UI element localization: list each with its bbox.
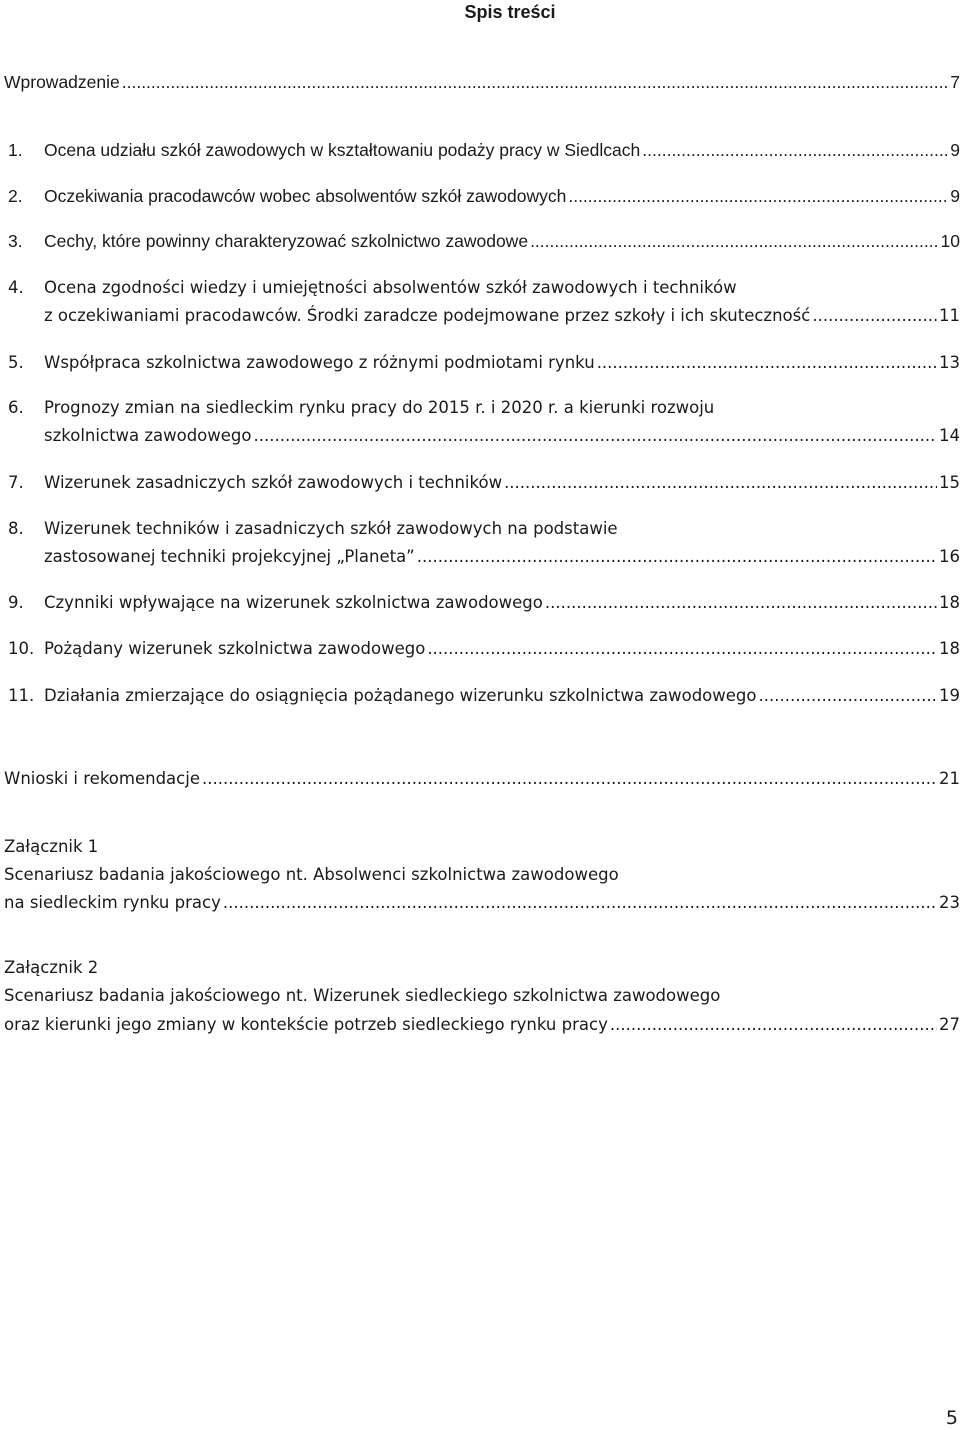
toc-entry-line [0, 349, 960, 377]
toc-entry-text: oraz kierunki jego zmiany w kontekście potrzeb siedleckiego rynku pracy [4, 1015, 608, 1034]
toc-entry-line [0, 515, 960, 543]
toc-entry-text: z oczekiwaniami pracodawców. Środki zaradcze podejmowane przez szkoły i ich skuteczność [44, 306, 811, 325]
toc-entry-page: 13 [937, 349, 960, 377]
toc-entry-text: Wnioski i rekomendacje [4, 769, 200, 788]
dot-leader [642, 136, 948, 164]
toc-entry-line [0, 469, 960, 497]
toc-entry-page: 10 [939, 227, 960, 255]
toc-entry-line [0, 68, 960, 96]
dot-leader [253, 422, 937, 450]
toc-entry-text: Załącznik 1 [4, 837, 99, 856]
toc-entry-line [0, 182, 960, 210]
toc-entry-page: 7 [948, 68, 960, 96]
toc-entry-text: Załącznik 2 [4, 958, 99, 977]
toc-entry-number: 6. [8, 398, 24, 417]
toc-entry-number: 2. [8, 186, 23, 206]
toc-entry-line [0, 422, 960, 450]
dot-leader [530, 227, 938, 255]
toc-entry-line [0, 302, 960, 330]
toc-entry-page: 19 [937, 682, 960, 710]
toc-entry-text: Oczekiwania pracodawców wobec absolwentów szkół zawodowych [44, 186, 567, 206]
toc-entry-text: Współpraca szkolnictwa zawodowego z różnymi podmiotami rynku [44, 353, 595, 372]
toc-entry-number: 1. [8, 140, 23, 160]
toc-entry-text: Cechy, które powinny charakteryzować szkolnictwo zawodowe [44, 231, 529, 251]
toc-entry-line [0, 227, 960, 255]
dot-leader [759, 682, 938, 710]
toc-entry-page: 18 [937, 635, 960, 663]
page-number: 5 [945, 1407, 958, 1429]
toc-entry-page: 21 [937, 765, 960, 793]
toc-entry-text: szkolnictwa zawodowego [44, 426, 252, 445]
toc-entry-number: 5. [8, 353, 24, 372]
toc-entry-text: Pożądany wizerunek szkolnictwa zawodowego [44, 639, 426, 658]
toc-entry-page: 11 [937, 302, 960, 330]
dot-leader [417, 543, 937, 571]
toc-entry-line [0, 589, 960, 617]
toc-entry-page: 9 [948, 182, 960, 210]
toc-entry-page: 23 [937, 889, 960, 917]
toc-entry-page: 14 [937, 422, 960, 450]
toc-entry-text: Ocena zgodności wiedzy i umiejętności absolwentów szkół zawodowych i techników [44, 278, 737, 297]
toc-entry-text: Czynniki wpływające na wizerunek szkolnictwa zawodowego [44, 593, 543, 612]
toc-entry-number: 8. [8, 519, 24, 538]
toc-entry-text: Działania zmierzające do osiągnięcia pożądanego wizerunku szkolnictwa zawodowego [44, 686, 757, 705]
toc-entry-line [0, 861, 960, 889]
toc-entry-text: Prognozy zmian na siedleckim rynku pracy do 2015 r. i 2020 r. a kierunki rozwoju [44, 398, 715, 417]
toc-entry-text: Ocena udziału szkół zawodowych w kształtowaniu podaży pracy w Siedlcach [44, 140, 641, 160]
toc-entry-number: 10. [8, 639, 35, 658]
toc-entry-text: Wprowadzenie [4, 72, 120, 92]
page-title: Spis treści [464, 2, 556, 22]
toc-entry-line [0, 136, 960, 164]
toc-entry-number: 4. [8, 278, 24, 297]
toc-entry-text: Scenariusz badania jakościowego nt. Wizerunek siedleckiego szkolnictwa zawodowego [4, 986, 721, 1005]
dot-leader [223, 889, 937, 917]
toc-entry-line [0, 635, 960, 663]
toc-entry-line [0, 982, 960, 1010]
dot-leader [427, 635, 937, 663]
toc-entry-line [0, 1011, 960, 1039]
dot-leader [812, 302, 937, 330]
toc-entry-text: Scenariusz badania jakościowego nt. Absolwenci szkolnictwa zawodowego [4, 865, 619, 884]
dot-leader [545, 589, 937, 617]
toc-entry-page: 27 [937, 1011, 960, 1039]
dot-leader [597, 349, 937, 377]
toc-entry-number: 11. [8, 686, 35, 705]
toc-entry-line [0, 833, 960, 861]
toc-entry-text: Wizerunek techników i zasadniczych szkół zawodowych na podstawie [44, 519, 618, 538]
toc-entry-line [0, 889, 960, 917]
toc-entry-line [0, 765, 960, 793]
dot-leader [610, 1011, 937, 1039]
toc-entry-line [0, 682, 960, 710]
toc-entry-text: na siedleckim rynku pracy [4, 893, 221, 912]
toc-entry-text: Wizerunek zasadniczych szkół zawodowych i techników [44, 473, 503, 492]
dot-leader [504, 469, 937, 497]
toc-entry-line [0, 954, 960, 982]
toc-entry-number: 3. [8, 231, 23, 251]
toc-entry-line [0, 543, 960, 571]
toc-entry-line [0, 274, 960, 302]
toc-entry-line [0, 394, 960, 422]
toc-entry-page: 18 [937, 589, 960, 617]
toc-entry-number: 7. [8, 473, 24, 492]
toc-entry-page: 15 [937, 469, 960, 497]
toc-entry-page: 16 [937, 543, 960, 571]
dot-leader [568, 182, 948, 210]
dot-leader [202, 765, 937, 793]
dot-leader [122, 68, 949, 96]
toc-entry-page: 9 [948, 136, 960, 164]
toc-entry-text: zastosowanej techniki projekcyjnej „Planeta” [44, 547, 415, 566]
toc-entry-number: 9. [8, 593, 24, 612]
